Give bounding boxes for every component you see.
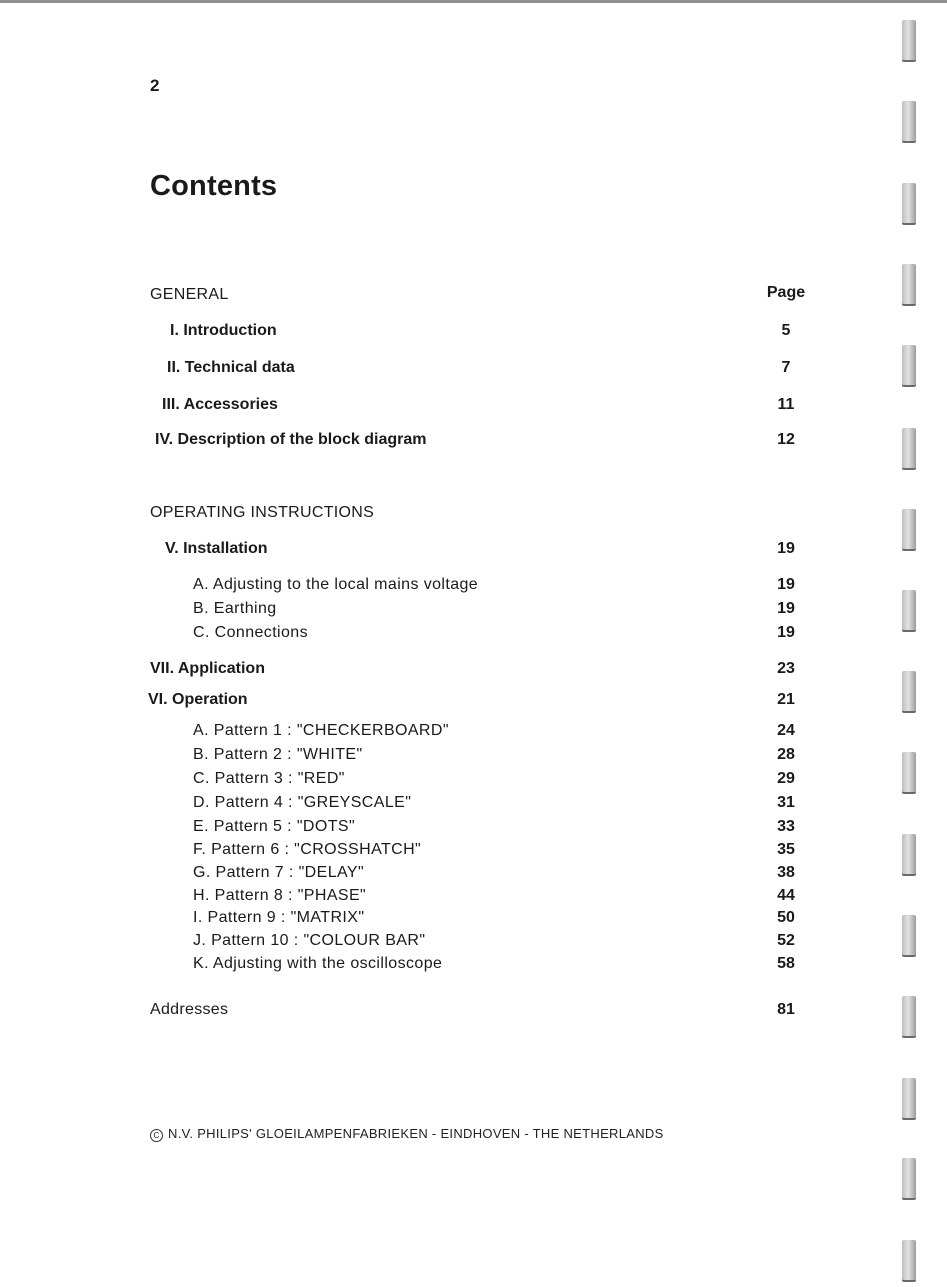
toc-entry-label: IV. Description of the block diagram — [155, 431, 427, 448]
toc-entry-label: F. Pattern 6 : "CROSSHATCH" — [193, 841, 422, 858]
toc-entry-label: A. Adjusting to the local mains voltage — [193, 576, 479, 593]
table-of-contents: Page GENERAL I. Introduction 5 II. Technical data 7 III. Accessories 11 IV. Description of the block diagram 12 OPERATING INSTRUCTIONS V. Installation 19 A. Adjusting to the local mains voltage 19 B. Earthing 19 C. Connections 19 VII. Application 23 VI. Operation 21 A. Pattern 1 : "CHECKERBOARD" 24 B. Pattern 2 : "WHITE" 28 C. Pattern 3 : "RED" 29 D. Pattern 4 : "GREYSCALE" 31 E. Pattern 5 : "DOTS" 33 F. Pattern 6 : "CROSSHATCH" 35 G. Pattern 7 : "DELAY" 38 H. Pattern 8 : "PHASE" 44 I. Pattern 9 : "MATRIX" 50 J. Pattern 10 : "COLOUR BAR" 52 K. Adjusting with the oscilloscope 58 Addresses 81 — [0, 0, 947, 1287]
toc-entry-label: E. Pattern 5 : "DOTS" — [193, 818, 356, 835]
toc-entry-label: B. Earthing — [193, 600, 277, 617]
toc-entry-label: G. Pattern 7 : "DELAY" — [193, 864, 365, 881]
toc-entry-label: I. Introduction — [170, 322, 277, 339]
toc-entry-label: D. Pattern 4 : "GREYSCALE" — [193, 794, 412, 811]
toc-entry-label: Addresses — [150, 1001, 229, 1018]
toc-entry-label: I. Pattern 9 : "MATRIX" — [193, 909, 365, 926]
toc-entry-label: A. Pattern 1 : "CHECKERBOARD" — [193, 722, 449, 739]
toc-entry-label: III. Accessories — [162, 396, 278, 413]
toc-entry-label: C. Connections — [193, 624, 308, 641]
toc-entry-label: II. Technical data — [167, 359, 295, 376]
toc-entry-label: VI. Operation — [148, 691, 248, 708]
toc-entry-label: VII. Application — [150, 660, 265, 677]
toc-entry-label: OPERATING INSTRUCTIONS — [150, 504, 375, 521]
toc-entry-label: K. Adjusting with the oscilloscope — [193, 955, 443, 972]
toc-entry-label: H. Pattern 8 : "PHASE" — [193, 887, 367, 904]
toc-entry-label: GENERAL — [150, 286, 229, 303]
toc-entry-label: B. Pattern 2 : "WHITE" — [193, 746, 363, 763]
toc-entry-label: J. Pattern 10 : "COLOUR BAR" — [193, 932, 426, 949]
page-title: Contents — [150, 170, 278, 202]
toc-entry-label: C. Pattern 3 : "RED" — [193, 770, 345, 787]
copyright-text: N.V. PHILIPS' GLOEILAMPENFABRIEKEN - EINDHOVEN - THE NETHERLANDS — [168, 1126, 664, 1141]
copyright-icon: C — [150, 1129, 163, 1142]
toc-entry-label: V. Installation — [165, 540, 268, 557]
copyright-notice — [150, 1126, 664, 1142]
page-number: 2 — [150, 76, 160, 95]
